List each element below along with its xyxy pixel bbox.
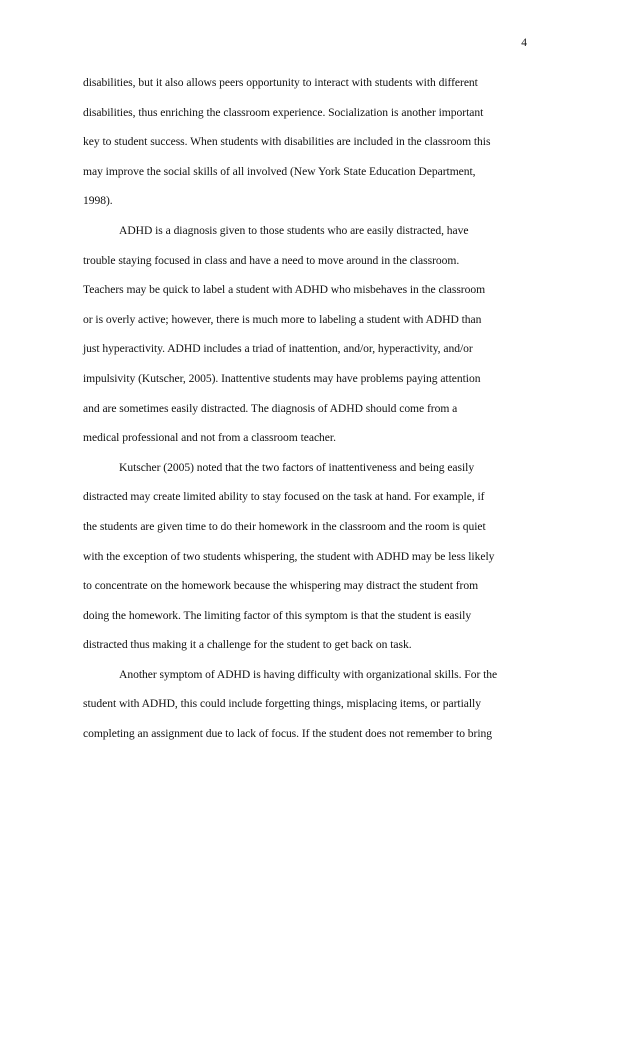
text-line: disabilities, thus enriching the classroom experience. Socialization is another important: [83, 105, 484, 119]
text-line: trouble staying focused in class and have a need to move around in the classroom.: [83, 253, 460, 267]
body-text: [83, 68, 533, 749]
text-line: to concentrate on the homework because the whispering may distract the student from: [83, 579, 479, 593]
text-line: impulsivity (Kutscher, 2005). Inattentive students may have problems paying attention: [83, 371, 481, 385]
text-line: Kutscher (2005) noted that the two factors of inattentiveness and being easily: [119, 460, 475, 474]
page-number: 4: [521, 37, 527, 49]
text-line: 1998).: [83, 194, 113, 208]
text-line: student with ADHD, this could include forgetting things, misplacing items, or partially: [83, 697, 481, 711]
text-line: completing an assignment due to lack of focus. If the student does not remember to bring: [83, 727, 493, 741]
text-line: ADHD is a diagnosis given to those students who are easily distracted, have: [119, 223, 469, 237]
text-line: medical professional and not from a classroom teacher.: [83, 431, 336, 445]
text-line: with the exception of two students whispering, the student with ADHD may be less likely: [83, 549, 495, 563]
text-line: or is overly active; however, there is much more to labeling a student with ADHD than: [83, 312, 482, 326]
text-line: Teachers may be quick to label a student with ADHD who misbehaves in the classroom: [83, 283, 486, 297]
text-line: may improve the social skills of all involved (New York State Education Department,: [83, 164, 476, 178]
text-line: key to student success. When students with disabilities are included in the classroom this: [83, 135, 491, 149]
text-line: Another symptom of ADHD is having difficulty with organizational skills. For the: [119, 667, 498, 681]
text-line: disabilities, but it also allows peers opportunity to interact with students with different: [83, 76, 478, 89]
text-line: the students are given time to do their homework in the classroom and the room is quiet: [83, 519, 486, 533]
text-line: distracted may create limited ability to stay focused on the task at hand. For example, if: [83, 490, 485, 504]
text-line: distracted thus making it a challenge for the student to get back on task.: [83, 638, 412, 652]
text-line: doing the homework. The limiting factor of this symptom is that the student is easily: [83, 608, 472, 622]
text-line: and are sometimes easily distracted. The diagnosis of ADHD should come from a: [83, 401, 458, 415]
text-line: just hyperactivity. ADHD includes a triad of inattention, and/or, hyperactivity, and/or: [83, 342, 473, 356]
